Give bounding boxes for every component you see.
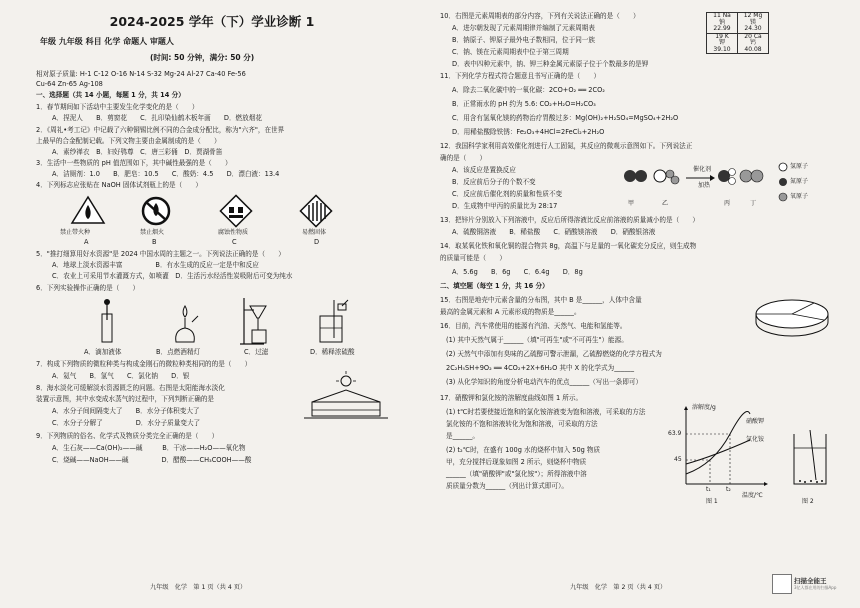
question-11-d: D．用稀盐酸除铁锈：Fe₂O₃+4HCl=2FeCl₂+2H₂O [452,128,605,136]
question-3: 3．生活中一些物质的 pH 值范围如下，其中碱性最强的是（ ） [36,159,232,167]
question-17-1b: 氯化铵的不饱和溶液转化为饱和溶液，可采取的方法 [446,420,598,428]
q4-label-b: 禁止烟火 [140,229,165,236]
chart-tick-45: 45 [674,456,682,463]
question-8-cd: C．水分子分解了 D．水分子质量变大了 [52,419,201,427]
question-2-line-2: 上最早的合金配制记载。下列文物主要由金属制成的是（ ） [36,137,221,145]
q6-option-c: C．过滤 [244,348,269,356]
question-7: 7．构成下列物质的微粒种类与构成金刚石的微粒种类相同的的是（ ） [36,360,252,368]
question-2-options: A．素纱禅衣 B．妇好鸮尊 C．唐三彩俑 D．贾湖骨笛 [52,148,223,156]
chart-tick-t1: t₁ [706,486,711,493]
heat-label: 加热 [698,182,711,189]
question-9-ab: A．生石灰——Ca(OH)₂——碱 B．干冰——H₂O——氧化物 [52,444,246,452]
question-5: 5．"推打细算用好水资源"是 2024 中国水周的主题之一。下列说法正确的是（ ） [36,250,285,258]
no-fire-sign-b-icon [140,195,172,227]
hazard-sign-a-icon [68,195,108,227]
question-2-line-1: 2．《周礼•考工记》中记载了六种铜锡比例不同的合金成分配比，称为"六齐"，在世界 [36,126,285,134]
question-12-line-2: 确的是（ ） [440,154,487,162]
question-10-d: D．表中四种元素中，钠、钾三种金属元素原子位于个数最多的是钾 [452,60,649,68]
atom-legend [778,162,788,208]
question-10-c: C．钠、镁在元素周期表中位于第三周期 [452,48,569,56]
question-12-b: B．反应前后分子的个数不变 [452,178,536,186]
element-cell-k: 19 K 钾 39.10 [707,33,738,54]
figure-2-label: 图 2 [802,498,814,505]
q4-label-a: 禁止带火种 [60,229,91,236]
question-10: 10．右图是元素周期表的部分内容，下列有关说法正确的是（ ） [440,12,640,20]
question-14-options: A．5.6g B．6g C．6.4g D．8g [452,268,583,276]
alcohol-lamp-icon [170,298,200,344]
question-15-line-1: 15．右图是地壳中元素含量的分布图，其中 B 是______，人体中含量 [440,296,642,304]
question-17-1a: (1) t℃时若要使接近饱和的氯化铵溶液变为饱和溶液，可采取的方法 [446,408,646,416]
diluting-acid-beaker-icon [312,298,352,344]
question-1-options: A．捏泥人 B．剪窗花 C．扎印染仙鹤木板年画 D．燃放烟花 [52,114,262,122]
atomic-mass-line-1: 相对原子质量: H-1 C-12 O-16 N-14 S-32 Mg-24 Al-27 Ca-40 Fe-56 [36,70,246,78]
q6-option-d: D．稀释浓硫酸 [310,348,355,356]
question-12-c: C．反应前后催化剂的质量和性质不变 [452,190,563,198]
element-cell-na: 11 Na 钠 22.99 [707,13,738,34]
question-16: 16．目前，汽车常使用的能源有汽油、天然气、电能和氢能等。 [440,322,627,330]
series-kno3-label: 硝酸钾 [746,418,765,425]
dropper-apparatus-icon [92,298,122,344]
question-7-options: A．氦气 B．氢气 C．氯化钠 D．银 [52,372,190,380]
crust-element-pie-chart [752,292,832,336]
question-17-2c: ______（填"硝酸钾"或"氯化铵"）；所得溶液中溶 [446,470,587,478]
element-cell-mg: 12 Mg 镁 24.30 [738,13,769,34]
filtration-apparatus-icon [240,296,276,346]
question-6: 6．下列实验操作正确的是（ ） [36,284,140,292]
question-10-a: A．进尔朝发现了元素周期律并编制了元素周期表 [452,24,595,32]
question-17-2b: 甲，充分搅拌后现象如图 2 所示，则烧杯中物质 [446,458,587,466]
question-8-ab: A．水分子间间隔变大了 B．水分子体积变大了 [52,407,200,415]
catalyst-label: 催化剂 [693,166,712,173]
flammable-solid-sign-d-icon [300,195,332,227]
question-11-a: A．除去二氧化碳中的一氧化碳：2CO+O₂ ══ 2CO₂ [452,86,605,94]
question-8-line-2: 装置示意图，其中水变成水蒸气的过程中，下列判断正确的是 [36,395,215,403]
periodic-table-excerpt [706,12,769,54]
beaker-figure-icon [790,430,830,490]
section-2-heading: 二、填空题（每空 1 分，共 16 分） [440,282,549,290]
question-5-cd: C．农业上可采用节水灌溉方式，如喷灌 D．生活污水经活性炭吸附后可变为纯水 [52,272,293,280]
corrosive-sign-c-icon [220,195,252,227]
question-10-b: B．钠原子、钾原子最外电子数相同，位于同一族 [452,36,595,44]
left-page [0,0,424,604]
reactant-yi-label: 乙 [662,200,669,207]
legend-nitrogen: 氮原子 [790,178,809,185]
element-cell-ca: 20 Ca 钙 40.08 [738,33,769,54]
right-footer: 九年级 化学 第 2 页（共 4 页） [570,584,667,591]
q4-label-d: 易燃固体 [302,229,327,236]
question-11: 11．下列化学方程式符合题意且书写正确的是（ ） [440,72,601,80]
q4-letter-c: C [232,238,237,246]
exam-title: 2024-2025 学年（下）学业诊断 1 [109,14,315,29]
time-score: (时间: 50 分钟，满分: 50 分) [150,53,255,62]
left-footer: 九年级 化学 第 1 页（共 4 页） [150,584,247,591]
header-row: 年级 九年级 科目 化学 命题人 审题人 [40,37,174,46]
chart-tick-t2: t₂ [726,486,731,493]
q6-option-a: A．滴加液体 [84,348,122,356]
scanner-app-logo [772,574,792,594]
question-1: 1．春节期间如下活动中主要发生化学变化的是（ ） [36,103,199,111]
question-13-options: A．硫酸铜溶液 B．稀盐酸 C．硝酸镁溶液 D．硝酸银溶液 [452,228,656,236]
q4-label-c: 腐蚀性物质 [218,229,249,236]
product-bing-label: 丙 [724,200,731,207]
question-17-2a: (2) t₂℃时，在盛有 100g 水的烧杯中加入 50g 物质 [446,446,601,454]
question-16-1: (1) 其中天然气属于______（填"可再生"或"不可再生"）能源。 [446,336,628,344]
question-16-equation: 2C₂H₅SH+9O₂ ══ 4CO₂+2X+6H₂O 其中 X 的化学式为______ [446,364,634,372]
q4-letter-a: A [84,238,89,246]
reactant-jia-label: 甲 [628,200,635,207]
figure-1-label: 图 1 [706,498,718,505]
solar-desalination-diagram [300,374,392,424]
chart-x-axis-label: 温度/℃ [742,492,763,499]
question-12-a: A．该反应是置换反应 [452,166,516,174]
section-1-heading: 一、选择题（共 14 小题，每题 1 分，共 14 分） [36,91,185,99]
product-ding-label: 丁 [750,200,757,207]
question-8-line-1: 8．海水淡化可缓解淡水资源匮乏的问题。右图是太阳能海水淡化 [36,384,225,392]
question-12-line-1: 12．我国科学家利用高效催化剂进行人工固氮，其反应的微观示意图如下。下列说法正 [440,142,693,150]
question-14-line-2: 的质量可能是（ ） [440,254,506,262]
q4-letter-b: B [152,238,157,246]
question-4: 4．下列标志应张贴在 NaOH 固体试剂瓶上的是（ ） [36,181,202,189]
series-nh4cl-label: 氯化铵 [746,436,765,443]
question-13: 13．把锌片分别放入下列溶液中，反应后所得溶液比反应前溶液的质量减小的是（ ） [440,216,699,224]
question-11-b: B．正常雨水的 pH 约为 5.6: CO₂+H₂O=H₂CO₃ [452,100,596,108]
question-15-line-2: 最高的金属元素和 A 元素形成的物质是______。 [440,308,581,316]
legend-hydrogen: 氢原子 [790,163,809,170]
question-16-2: (2) 天然气中添加有臭味的乙硫醇可警示泄漏，乙硫醇燃烧的化学方程式为 [446,350,662,358]
chart-y-axis-label: 溶解度/g [692,404,716,411]
question-14-line-1: 14．取某氧化铁和氧化铜的混合物共 8g，高温下与足量的一氧化碳充分反应，则生成物 [440,242,697,250]
atomic-mass-line-2: Cu-64 Zn-65 Ag-108 [36,80,103,88]
question-3-options: A．洁厕剂：1.0 B．肥皂：10.5 C．酸奶：4.5 D．漂白液：13.4 [52,170,280,178]
legend-oxygen: 氧原子 [790,193,809,200]
q4-letter-d: D [314,238,320,246]
question-12-d: D．生成物中甲丙的质量比为 28:17 [452,202,558,210]
question-17-1c: 是______。 [446,432,479,440]
question-5-ab: A．地球上淡水资源丰富 B．有水生成的反应一定是中和反应 [52,261,259,269]
right-page [430,0,854,604]
q6-option-b: B．点燃酒精灯 [156,348,201,356]
question-16-3: (3) 从化学知识的角度分析电动汽车的优点______（写出一条即可） [446,378,643,386]
chart-tick-63-9: 63.9 [668,430,682,437]
question-17-2d: 质质量分数为______（列出计算式即可）。 [446,482,568,490]
question-9: 9．下列物质的俗名、化学式及物质分类完全正确的是（ ） [36,432,219,440]
question-17: 17．硝酸钾和氯化铵的溶解度曲线如图 1 所示。 [440,394,583,402]
question-11-c: C．用含有氢氧化镁的药物治疗胃酸过多：Mg(OH)₂+H₂SO₄=MgSO₄+2H₂O [452,114,679,122]
question-9-cd: C．烧碱——NaOH——碱 D．醋酸——CH₃COOH——酸 [52,456,252,464]
scanner-app-label: 扫描全能王 [794,577,827,585]
scanner-app-sub: 3亿人都在用的扫描App [794,585,837,590]
